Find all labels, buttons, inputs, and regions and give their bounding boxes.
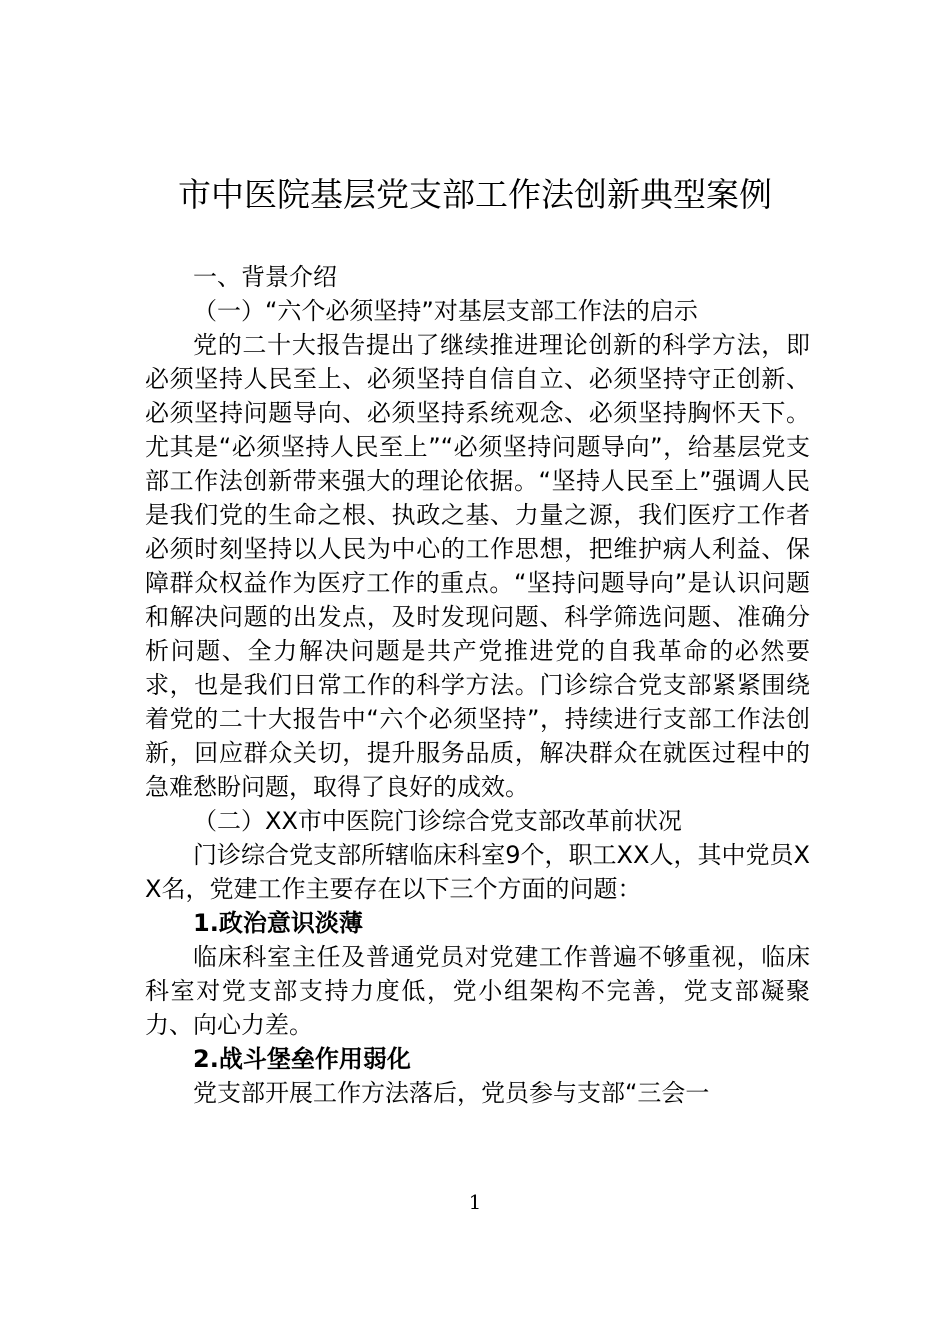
- issue-heading-fortress: 2.战斗堡垒作用弱化: [193, 1045, 411, 1073]
- document-body: [145, 260, 810, 1110]
- subsection-heading-status: （二）XX市中医院门诊综合党支部改革前状况: [193, 807, 682, 835]
- subsection-heading-inspiration: （一）“六个必须坚持”对基层支部工作法的启示: [193, 297, 698, 325]
- paragraph-overview: 门诊综合党支部所辖临床科室9个，职工XX人，其中党员XX名，党建工作主要存在以下三个方面的问题：: [145, 841, 810, 903]
- paragraph-political: 临床科室主任及普通党员对党建工作普遍不够重视，临床科室对党支部支持力度低，党小组架构不完善，党支部凝聚力、向心力差。: [145, 943, 810, 1039]
- issue-heading-political: 1.政治意识淡薄: [193, 909, 363, 937]
- paragraph-fortress: 党支部开展工作方法落后，党员参与支部“三会一: [193, 1079, 710, 1107]
- paragraph-theory: 党的二十大报告提出了继续推进理论创新的科学方法，即必须坚持人民至上、必须坚持自信自立、必须坚持守正创新、必须坚持问题导向、必须坚持系统观念、必须坚持胸怀天下。尤其是“必须坚持人民至上”“必须坚持问题导向”，给基层党支部工作法创新带来强大的理论依据。“坚持人民至上”强调人民是我们党的生命之根、执政之基、力量之源，我们医疗工作者必须时刻坚持以人民为中心的工作思想，把维护病人利益、保障群众权益作为医疗工作的重点。“坚持问题导向”是认识问题和解决问题的出发点，及时发现问题、科学筛选问题、准确分析问题、全力解决问题是共产党推进党的自我革命的必然要求，也是我们日常工作的科学方法。门诊综合党支部紧紧围绕着党的二十大报告中“六个必须坚持”，持续进行支部工作法创新，回应群众关切，提升服务品质，解决群众在就医过程中的急难愁盼问题，取得了良好的成效。: [145, 331, 810, 801]
- section-heading-background: 一、背景介绍: [193, 263, 337, 291]
- document-title: 市中医院基层党支部工作法创新典型案例: [178, 175, 772, 214]
- page-number: 1: [468, 1190, 482, 1214]
